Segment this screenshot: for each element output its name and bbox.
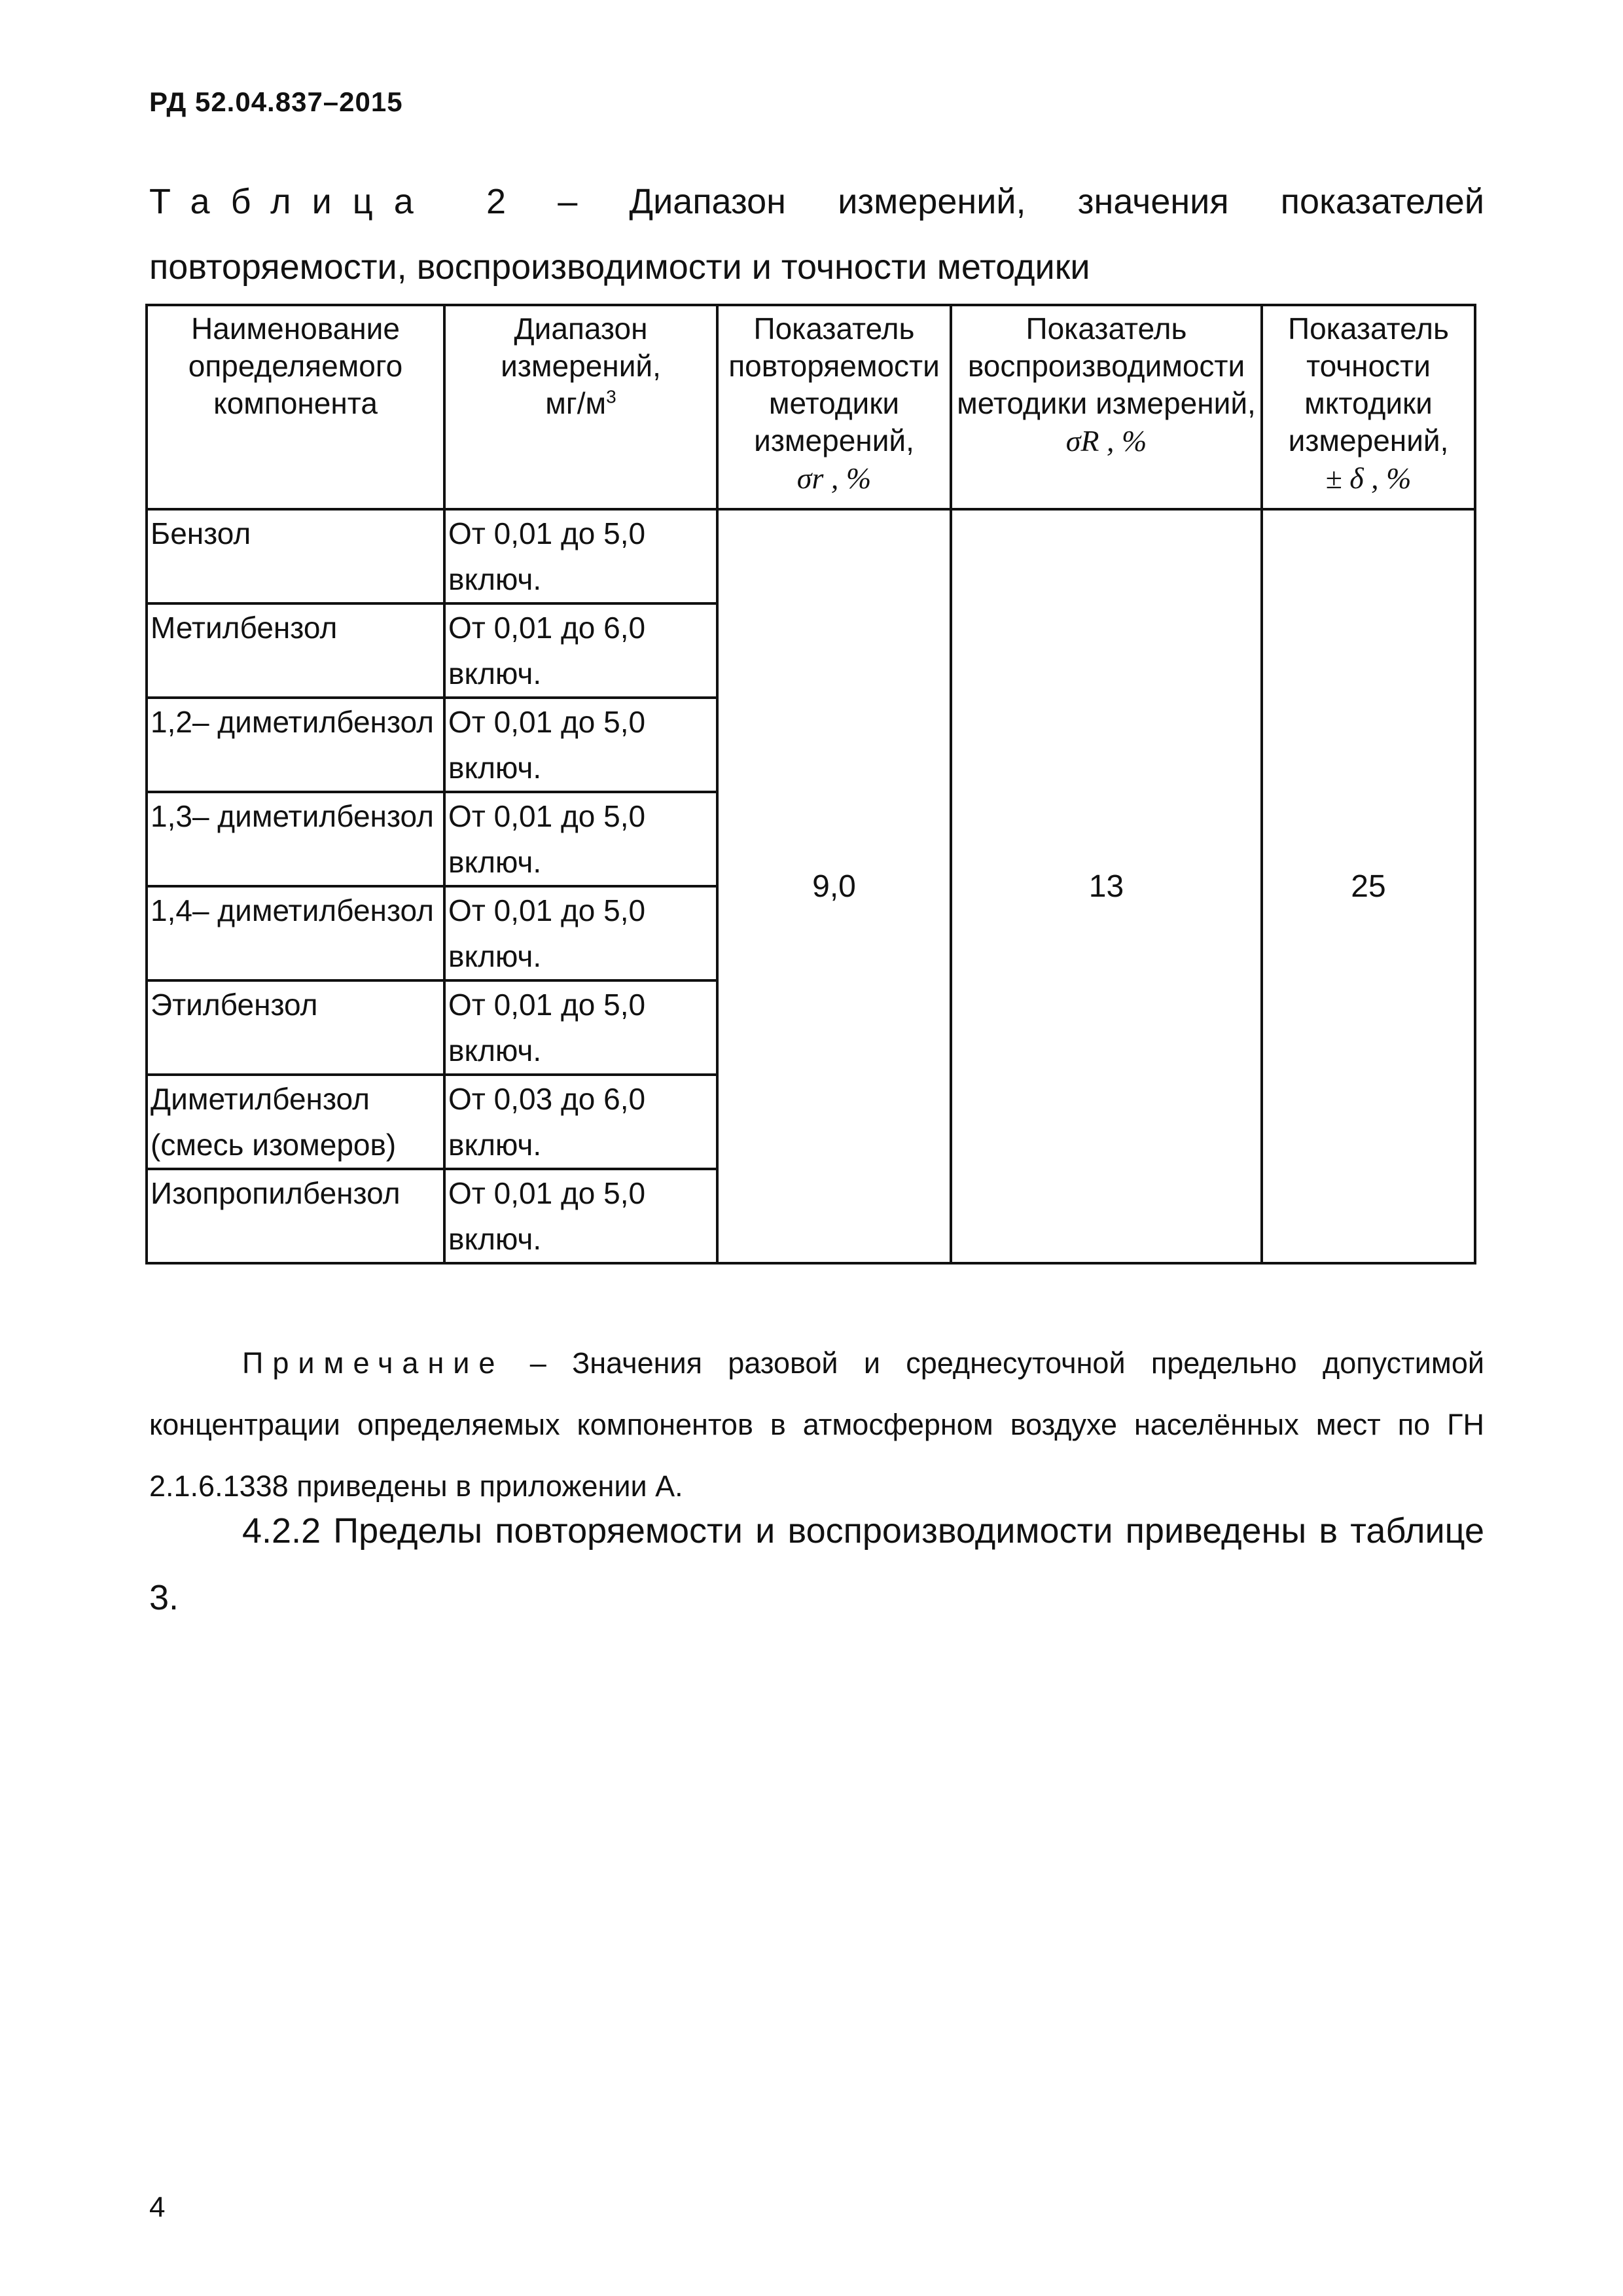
component-name-cell: Изопропилбензол <box>147 1169 444 1263</box>
repeatability-symbol: σr , % <box>796 461 872 495</box>
component-name-cell: Этилбензол <box>147 980 444 1075</box>
table-caption-label: Таблица <box>149 182 435 221</box>
table-caption <box>149 169 1484 300</box>
component-name-cell: Метилбензол <box>147 603 444 698</box>
header-component-name: Наименование определяемого компонента <box>147 305 444 509</box>
accuracy-value: 25 <box>1262 509 1475 1263</box>
header-repeatability: Показатель повторяемости методики измерений, σr , % <box>717 305 951 509</box>
table-header-row <box>147 305 1475 509</box>
page-number: 4 <box>149 2191 166 2223</box>
table-caption-number: 2 <box>486 182 507 221</box>
range-cell: От 0,01 до 5,0 включ. <box>444 698 717 792</box>
document-code: РД 52.04.837–2015 <box>149 86 403 117</box>
range-unit: мг/м <box>545 386 607 420</box>
accuracy-symbol: ± δ , % <box>1325 461 1412 495</box>
header-reproducibility: Показатель воспроизводимости методики измерений, σR , % <box>951 305 1262 509</box>
measurement-table <box>145 304 1476 1265</box>
range-cell: От 0,01 до 5,0 включ. <box>444 1169 717 1263</box>
header-measurement-range: Диапазон измерений, $мг/м^3$ <box>444 305 717 509</box>
table-row <box>147 509 1475 603</box>
range-cell: От 0,01 до 5,0 включ. <box>444 886 717 980</box>
component-name-cell: Бензол <box>147 509 444 603</box>
component-name-cell: Диметилбензол (смесь изомеров) <box>147 1075 444 1169</box>
range-cell: От 0,01 до 5,0 включ. <box>444 792 717 886</box>
table-note <box>149 1333 1484 1517</box>
reproducibility-symbol: σR , % <box>1065 424 1147 457</box>
header-accuracy: Показатель точности мктодики измерений, ± δ , % <box>1262 305 1475 509</box>
range-cell: От 0,01 до 5,0 включ. <box>444 980 717 1075</box>
body-paragraph: 4.2.2 Пределы повторяемости и воспроизводимости приведены в таблице 3. <box>149 1511 1484 1617</box>
range-cell: От 0,01 до 5,0 включ. <box>444 509 717 603</box>
component-name-cell: 1,2– диметилбензол <box>147 698 444 792</box>
range-cell: От 0,03 до 6,0 включ. <box>444 1075 717 1169</box>
component-name-cell: 1,3– диметилбензол <box>147 792 444 886</box>
note-label: Примечание <box>242 1346 505 1380</box>
note-text: – Значения разовой и среднесуточной предельно допустимой концентрации определяемых компонентов в атмосферном воздухе населённых мест по ГН 2.1.6.1338 приведены в приложении А. <box>149 1346 1484 1503</box>
component-name-cell: 1,4– диметилбензол <box>147 886 444 980</box>
range-cell: От 0,01 до 6,0 включ. <box>444 603 717 698</box>
reproducibility-value: 13 <box>951 509 1262 1263</box>
table-caption-title: – Диапазон измерений, значения показателей повторяемости, воспроизводимости и точности методики <box>149 182 1484 287</box>
repeatability-value: 9,0 <box>717 509 951 1263</box>
